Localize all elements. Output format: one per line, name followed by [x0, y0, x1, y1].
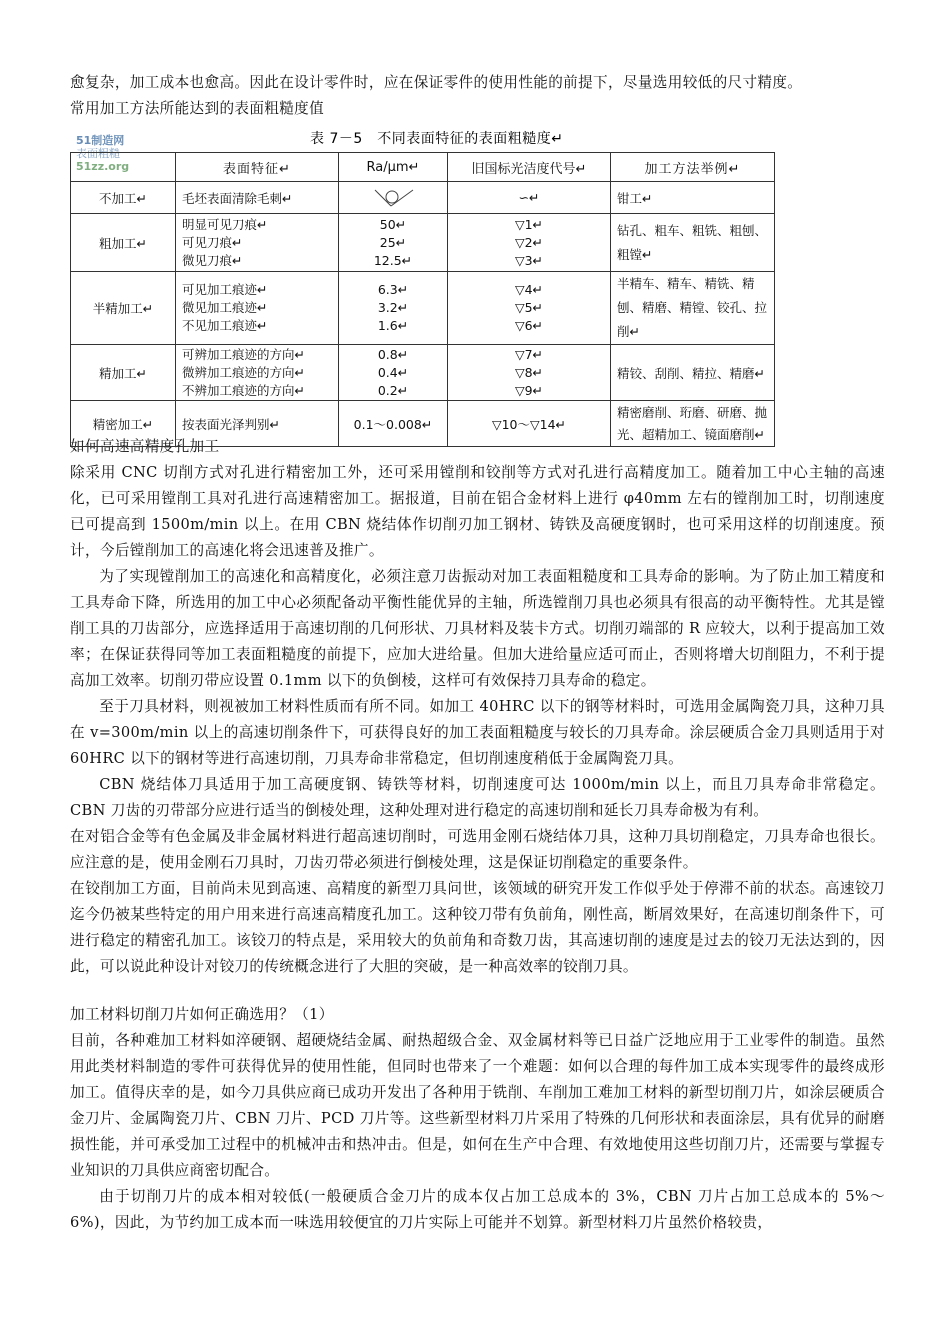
code-cell: ∽↵ [448, 182, 611, 214]
paragraph: 除采用 CNC 切削方式对孔进行精密加工外，还可采用镗削和铰削等方式对孔进行高精度加工。随着加工中心主轴的高速化，已可采用镗削工具对孔进行高速精密加工。据报道，目前在铝合金材料上进行 φ40mm 左右的镗削加工时，切削速度已可提高到 1500m/min 以上。在用 CBN 烧结体作切削刃加工钢材、铸铁及高硬度钢时，也可采用这样的切削速度。预计，今后镗削加工的高速化将会迅速普及推广。 [70, 464, 885, 559]
table-header-cell [71, 153, 176, 182]
feature-cell: 毛坯表面清除毛刺↵ [176, 182, 339, 214]
code-cell: ▽10～▽14↵ [448, 401, 611, 447]
table-row [71, 345, 775, 401]
site-watermark: 51制造网 表面粗糙 51zz.org [76, 134, 130, 173]
feature-cell: 按表面光泽判别↵ [176, 401, 339, 447]
grade-cell: 精加工↵ [71, 345, 176, 401]
method-cell: 精密磨削、珩磨、研磨、抛光、超精加工、镜面磨削↵ [611, 401, 775, 447]
table-row [71, 214, 775, 272]
text-line: 常用加工方法所能达到的表面粗糙度值 [70, 100, 325, 117]
paragraph: 为了实现镗削加工的高速化和高精度化，必须注意刀齿振动对加工表面粗糙度和工具寿命的影响。为了防止加工精度和工具寿命下降，所选用的加工中心必须配备动平衡性能优异的主轴，所选镗削刀具也必须具有很高的动平衡特性。尤其是镗削工具的刀齿部分，应选择适用于高速切削的几何形状、刀具材料及装卡方式。切削刃端部的 R 应较大，以利于提高加工效率；在保证获得同等加工表面粗糙度的前提下，应加大进给量。但加大进给量应适可而止，否则将增大切削阻力，不利于提高加工效率。切削刃带应设置 0.1mm 以下的负倒棱，这样可有效保持刀具寿命的稳定。 [70, 568, 885, 689]
grade-cell: 精密加工↵ [71, 401, 176, 447]
ra-cell [339, 182, 448, 214]
section-heading: 加工材料切削刀片如何正确选用？（1） [70, 1006, 334, 1023]
table-caption: 表 7－5 不同表面特征的表面粗糙度↵ [310, 131, 564, 147]
code-cell: ▽4↵ ▽5↵ ▽6↵ [448, 272, 611, 345]
grade-cell: 不加工↵ [71, 182, 176, 214]
method-cell: 钳工↵ [611, 182, 775, 214]
section-heading: 如何高速高精度孔加工 [70, 438, 220, 455]
paragraph: 在对铝合金等有色金属及非金属材料进行超高速切削时，可选用金刚石烧结体刀具，这种刀具切削稳定，刀具寿命也很长。应注意的是，使用金刚石刀具时，刀齿刃带必须进行倒棱处理，这是保证切削稳定的重要条件。 [70, 828, 885, 871]
table-header-cell: Ra/μm↵ [339, 153, 448, 182]
table-header-cell: 加工方法举例↵ [611, 153, 775, 182]
paragraph: 至于刀具材料，则视被加工材料性质而有所不同。如加工 40HRC 以下的钢等材料时，可选用金属陶瓷刀具，这种刀具在 v=300m/min 以上的高速切削条件下，可获得良好的加工表面粗糙度与较长的刀具寿命。涂层硬质合金刀具则适用于对 60HRC 以下的钢材等进行高速切削，刀具寿命非常稳定，但切削速度稍低于金属陶瓷刀具。 [70, 698, 885, 767]
table-header-cell: 旧国标光洁度代号↵ [448, 153, 611, 182]
roughness-table [70, 152, 775, 447]
ra-cell: 0.1～0.008↵ [339, 401, 448, 447]
code-cell: ▽7↵ ▽8↵ ▽9↵ [448, 345, 611, 401]
ra-cell: 0.8↵ 0.4↵ 0.2↵ [339, 345, 448, 401]
feature-cell: 可见加工痕迹↵ 微见加工痕迹↵ 不见加工痕迹↵ [176, 272, 339, 345]
table-header-cell: 表面特征↵ [176, 153, 339, 182]
paragraph: CBN 烧结体刀具适用于加工高硬度钢、铸铁等材料，切削速度可达 1000m/min 以上，而且刀具寿命非常稳定。CBN 刀齿的刃带部分应进行适当的倒棱处理，这种处理对进行稳定的高速切削和延长刀具寿命极为有利。 [70, 776, 885, 819]
roughness-table-figure [70, 128, 775, 442]
blank-line [70, 980, 885, 1002]
table-row [71, 182, 775, 214]
grade-cell: 半精加工↵ [71, 272, 176, 345]
method-cell: 钻孔、粗车、粗铣、粗刨、粗镗↵ [611, 214, 775, 272]
method-cell: 精铰、刮削、精拉、精磨↵ [611, 345, 775, 401]
ra-cell: 6.3↵ 3.2↵ 1.6↵ [339, 272, 448, 345]
document-page [70, 70, 885, 1236]
paragraph: 由于切削刀片的成本相对较低(一般硬质合金刀片的成本仅占加工总成本的 3%，CBN 刀片占加工总成本的 5%～6%)，因此，为节约加工成本而一味选用较便宜的刀片实际上可能并不划算。新型材料刀片虽然价格较贵， [70, 1188, 885, 1231]
paragraph: 在铰削加工方面，目前尚未见到高速、高精度的新型刀具问世，该领域的研究开发工作似乎处于停滞不前的状态。高速铰刀迄今仍被某些特定的用户用来进行高速高精度孔加工。这种铰刀带有负前角，刚性高，断屑效果好，在高速切削条件下，可进行稳定的精密孔加工。该铰刀的特点是，采用较大的负前角和奇数刀齿，其高速切削的速度是过去的铰刀无法达到的，因此，可以说此种设计对铰刀的传统概念进行了大胆的突破，是一种高效率的铰削刀具。 [70, 880, 885, 975]
table-row [71, 272, 775, 345]
feature-cell: 明显可见刀痕↵ 可见刀痕↵ 微见刀痕↵ [176, 214, 339, 272]
grade-cell: 粗加工↵ [71, 214, 176, 272]
table-header-row [71, 153, 775, 182]
method-cell: 半精车、精车、精铣、精刨、精磨、精镗、铰孔、拉削↵ [611, 272, 775, 345]
unmachined-surface-symbol [363, 186, 423, 210]
ra-cell: 50↵ 25↵ 12.5↵ [339, 214, 448, 272]
code-cell: ▽1↵ ▽2↵ ▽3↵ [448, 214, 611, 272]
table-row [71, 401, 775, 447]
text-line: 愈复杂，加工成本也愈高。因此在设计零件时，应在保证零件的使用性能的前提下，尽量选用较低的尺寸精度。 [70, 74, 803, 91]
paragraph: 目前，各种难加工材料如淬硬钢、超硬烧结金属、耐热超级合金、双金属材料等已日益广泛地应用于工业零件的制造。虽然用此类材料制造的零件可获得优异的使用性能，但同时也带来了一个难题：如何以合理的每件加工成本实现零件的最终成形加工。值得庆幸的是，如今刀具供应商已成功开发出了各种用于铣削、车削加工难加工材料的新型切削刀片，如涂层硬质合金刀片、金属陶瓷刀片、CBN 刀片、PCD 刀片等。这些新型材料刀片采用了特殊的几何形状和表面涂层，具有优异的耐磨损性能，并可承受加工过程中的机械冲击和热冲击。但是，如何在生产中合理、有效地使用这些切削刀片，还需要与掌握专业知识的刀具供应商密切配合。 [70, 1032, 885, 1179]
feature-cell: 可辨加工痕迹的方向↵ 微辨加工痕迹的方向↵ 不辨加工痕迹的方向↵ [176, 345, 339, 401]
